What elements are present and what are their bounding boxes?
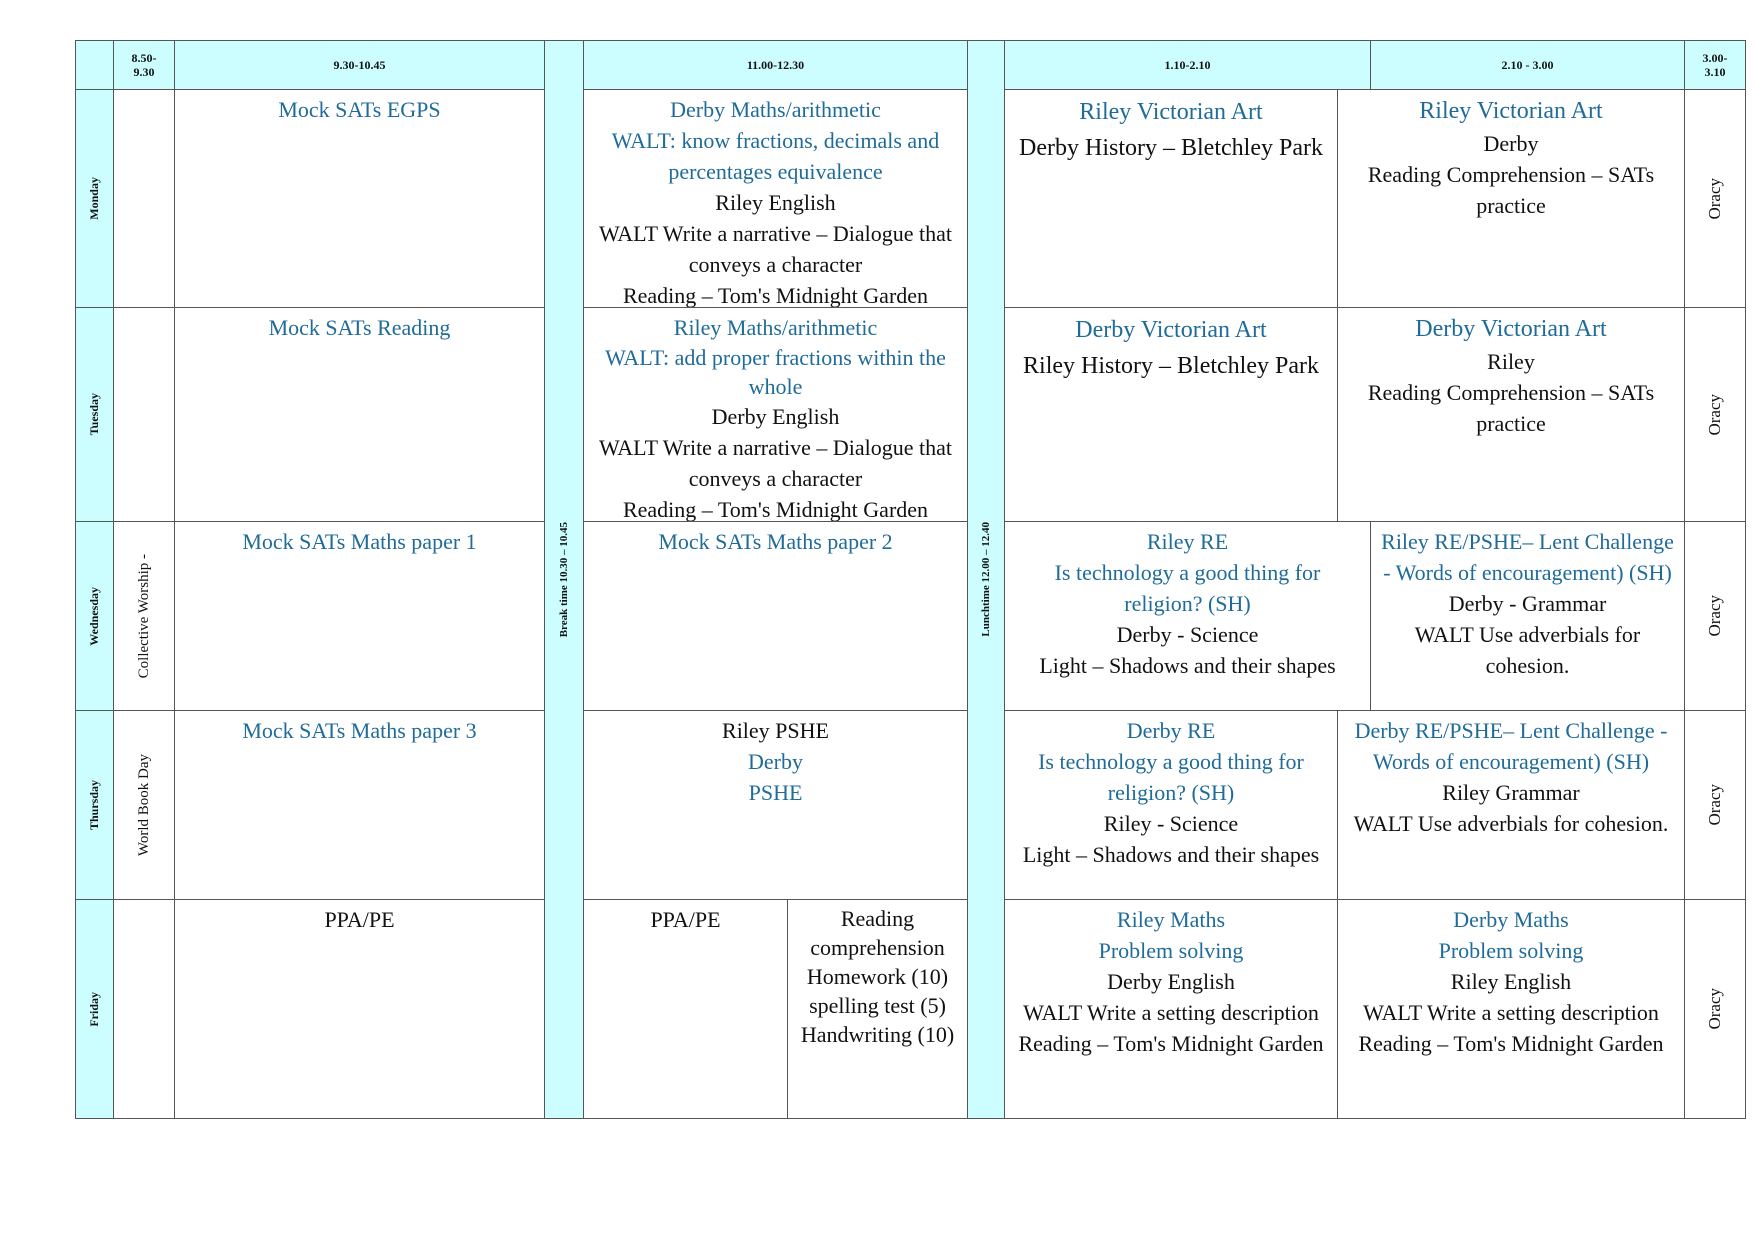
friday-midday-left: PPA/PE — [583, 899, 788, 1119]
monday-afternoon-2: Riley Victorian Art Derby Reading Comprehension – SATs practice — [1337, 89, 1685, 308]
thursday-morning: Mock SATs Maths paper 3 — [174, 710, 545, 900]
break-time-label: Break time 10.30 – 10.45 — [558, 521, 570, 638]
break-time-column — [544, 40, 584, 1119]
day-label-wednesday: Wednesday — [75, 521, 114, 711]
friday-afternoon-1: Riley Maths Problem solving Derby English WALT Write a setting description Reading – Tom's Midnight Garden — [1004, 899, 1338, 1119]
day-label-thursday: Thursday — [75, 710, 114, 900]
monday-midday: Derby Maths/arithmetic WALT: know fractions, decimals and percentages equivalence Riley English WALT Write a narrative – Dialogue that conveys a character Reading – Tom's Midnight Garden — [583, 89, 968, 308]
wednesday-afternoon-1: Riley RE Is technology a good thing for religion? (SH) Derby - Science Light – Shadows and their shapes — [1004, 521, 1371, 711]
thursday-midday: Riley PSHE Derby PSHE — [583, 710, 968, 900]
day-label-tuesday: Tuesday — [75, 307, 114, 522]
header-slot-1: 8.50- 9.30 — [113, 40, 175, 90]
early-slot-thursday — [113, 710, 175, 900]
corner-cell — [75, 40, 114, 90]
lunch-time-label: Lunchtime 12.00 – 12.40 — [980, 522, 992, 637]
collective-worship-note: Collective Worship - — [135, 553, 152, 679]
day-label-monday: Monday — [75, 89, 114, 308]
thursday-afternoon-1: Derby RE Is technology a good thing for religion? (SH) Riley - Science Light – Shadows and their shapes — [1004, 710, 1338, 900]
early-slot-wednesday — [113, 521, 175, 711]
world-book-day-note: World Book Day — [135, 753, 152, 857]
oracy-wednesday: Oracy — [1684, 521, 1746, 711]
tuesday-afternoon-2: Derby Victorian Art Riley Reading Comprehension – SATs practice — [1337, 307, 1685, 522]
header-slot-5: 2.10 - 3.00 — [1370, 40, 1685, 90]
monday-afternoon-1: Riley Victorian Art Derby History – Bletchley Park — [1004, 89, 1338, 308]
thursday-afternoon-2: Derby RE/PSHE– Lent Challenge - Words of encouragement) (SH) Riley Grammar WALT Use adverbials for cohesion. — [1337, 710, 1685, 900]
header-slot-4: 1.10-2.10 — [1004, 40, 1371, 90]
monday-morning: Mock SATs EGPS — [174, 89, 545, 308]
header-slot-3: 11.00-12.30 — [583, 40, 968, 90]
wednesday-afternoon-2: Riley RE/PSHE– Lent Challenge - Words of encouragement) (SH) Derby - Grammar WALT Use adverbials for cohesion. — [1370, 521, 1685, 711]
wednesday-midday: Mock SATs Maths paper 2 — [583, 521, 968, 711]
friday-morning: PPA/PE — [174, 899, 545, 1119]
wednesday-morning: Mock SATs Maths paper 1 — [174, 521, 545, 711]
header-slot-2: 9.30-10.45 — [174, 40, 545, 90]
friday-afternoon-2: Derby Maths Problem solving Riley English WALT Write a setting description Reading – Tom's Midnight Garden — [1337, 899, 1685, 1119]
friday-midday-right: Reading comprehension Homework (10) spelling test (5) Handwriting (10) — [787, 899, 968, 1119]
oracy-thursday: Oracy — [1684, 710, 1746, 900]
tuesday-morning: Mock SATs Reading — [174, 307, 545, 522]
early-slot-monday — [113, 89, 175, 308]
oracy-friday: Oracy — [1684, 899, 1746, 1119]
tuesday-midday: Riley Maths/arithmetic WALT: add proper fractions within the whole Derby English WALT Write a narrative – Dialogue that conveys a character Reading – Tom's Midnight Garden — [583, 307, 968, 522]
day-label-friday: Friday — [75, 899, 114, 1119]
early-slot-friday — [113, 899, 175, 1119]
oracy-tuesday: Oracy — [1684, 307, 1746, 522]
early-slot-tuesday — [113, 307, 175, 522]
lunch-time-column — [967, 40, 1005, 1119]
header-slot-6: 3.00- 3.10 — [1684, 40, 1746, 90]
oracy-monday: Oracy — [1684, 89, 1746, 308]
tuesday-afternoon-1: Derby Victorian Art Riley History – Bletchley Park — [1004, 307, 1338, 522]
